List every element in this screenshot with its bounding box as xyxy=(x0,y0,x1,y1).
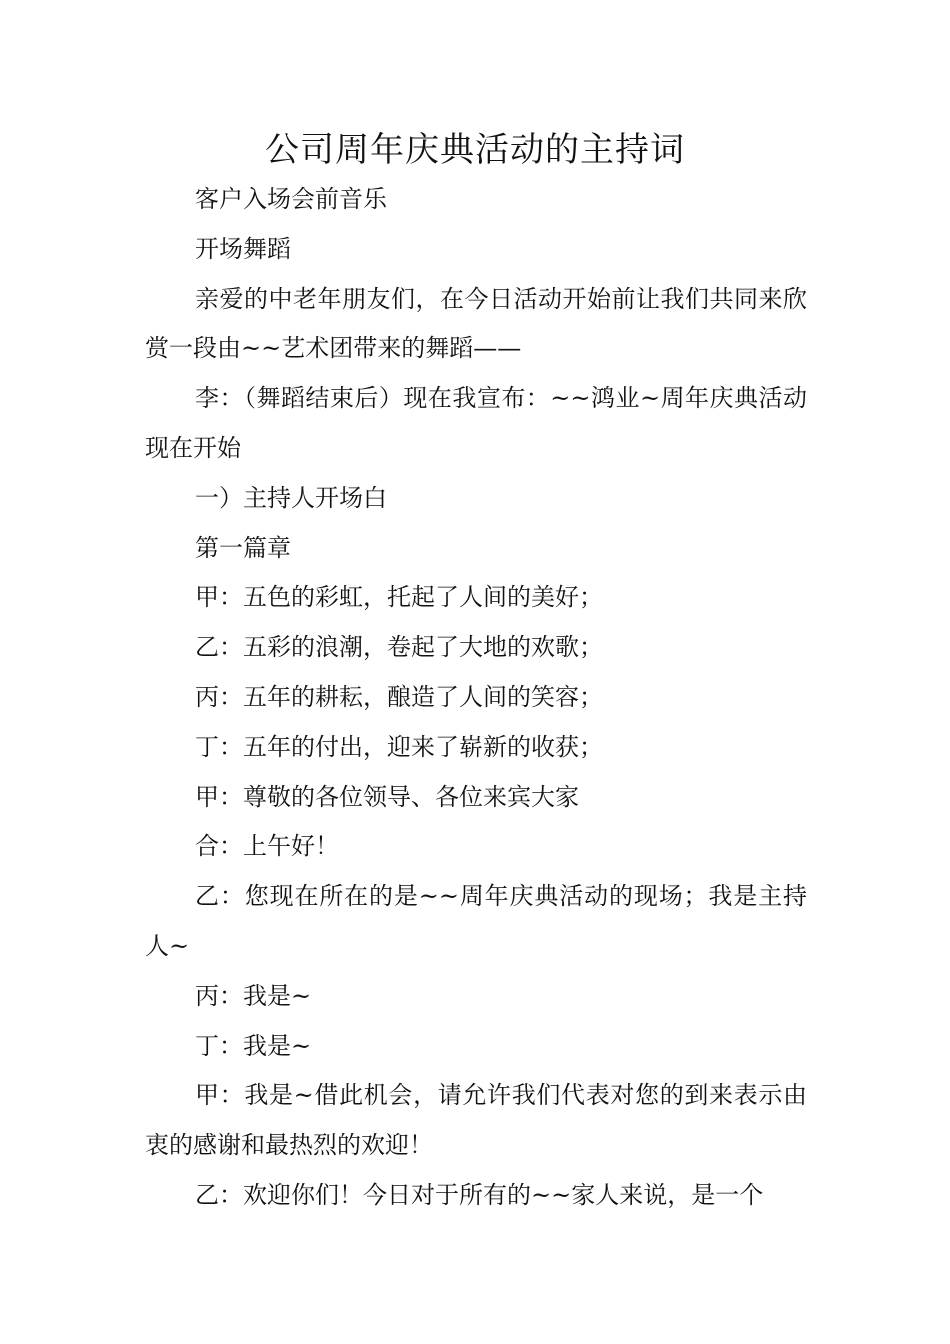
paragraph: 开场舞蹈 xyxy=(195,234,291,263)
paragraph: 乙：欢迎你们！今日对于所有的~~家人来说，是一个 xyxy=(195,1180,764,1209)
paragraph: 丁：五年的付出，迎来了崭新的收获； xyxy=(195,732,603,761)
paragraph: 甲：五色的彩虹，托起了人间的美好； xyxy=(195,583,603,612)
paragraph: 乙：您现在所在的是~~周年庆典活动的现场；我是主持人~ xyxy=(145,882,807,960)
paragraph: 合：上午好！ xyxy=(195,832,339,861)
paragraph: 甲：我是~借此机会，请允许我们代表对您的到来表示由衷的感谢和最热烈的欢迎！ xyxy=(145,1081,807,1160)
document-title: 公司周年庆典活动的主持词 xyxy=(265,130,685,170)
paragraph: 第一篇章 xyxy=(195,533,291,562)
paragraph: 亲爱的中老年朋友们，在今日活动开始前让我们共同来欣赏一段由~~艺术团带来的舞蹈—— xyxy=(145,284,807,363)
paragraph: 乙：五彩的浪潮，卷起了大地的欢歌； xyxy=(195,633,603,662)
paragraph: 一）主持人开场白 xyxy=(195,483,387,512)
paragraph: 丙：我是~ xyxy=(195,981,312,1010)
paragraph: 李：（舞蹈结束后）现在我宣布：~~鸿业~周年庆典活动现在开始 xyxy=(145,384,807,462)
paragraph: 丁：我是~ xyxy=(195,1031,312,1060)
paragraph: 丙：五年的耕耘，酿造了人间的笑容； xyxy=(195,682,603,711)
paragraph: 甲：尊敬的各位领导、各位来宾大家 xyxy=(195,782,579,811)
document-body xyxy=(145,175,807,1221)
paragraph: 客户入场会前音乐 xyxy=(195,185,387,213)
